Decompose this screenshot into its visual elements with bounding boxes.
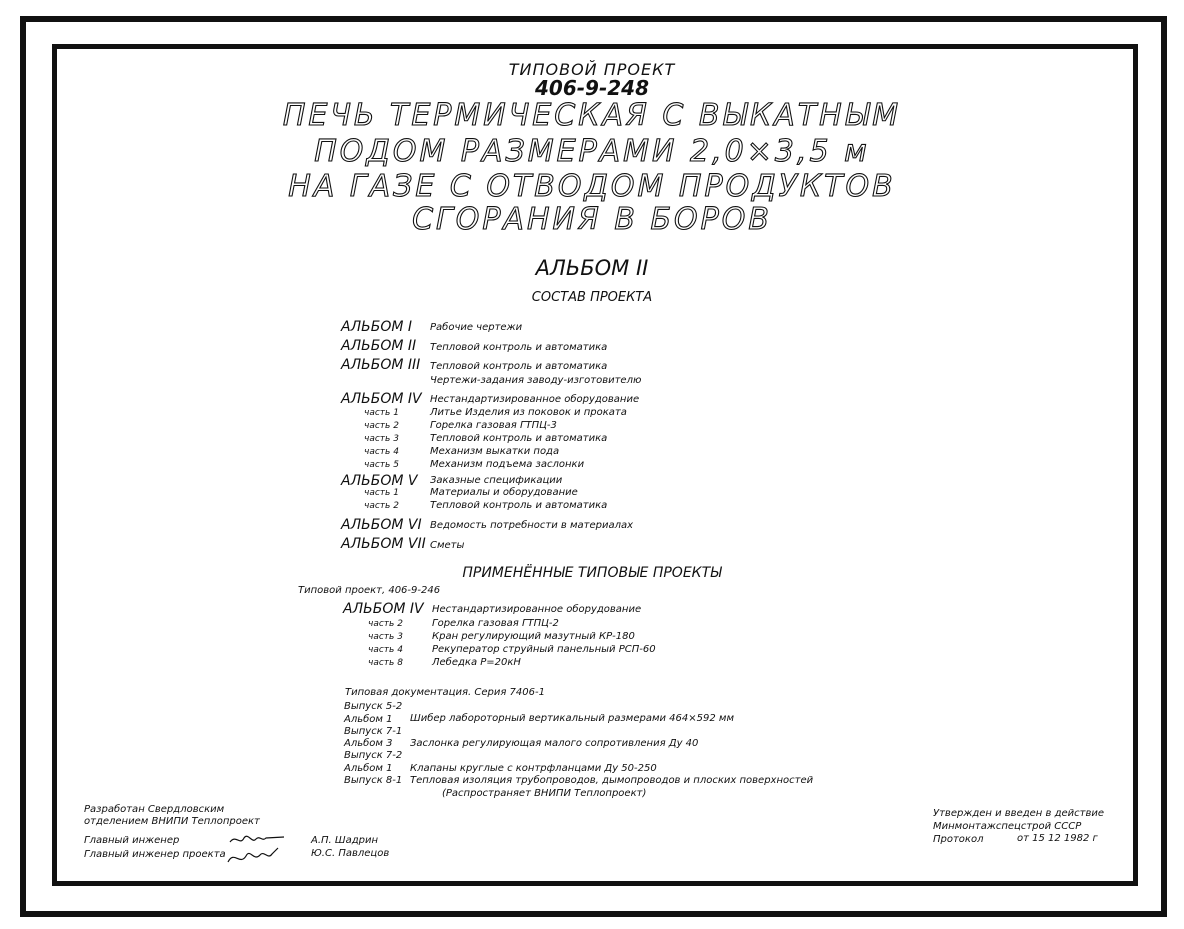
project-ref: Типовой проект, 406-9-246	[298, 585, 441, 596]
applied-title: ПРИМЕНЁННЫЕ ТИПОВЫЕ ПРОЕКТЫ	[462, 565, 722, 581]
chief-engineer-name: А.П. Шадрин	[311, 835, 379, 846]
approval-line-2: Минмонтажспецстрой СССР	[933, 821, 1082, 832]
part-label: часть 2	[368, 619, 403, 629]
title-line-4: СГОРАНИЯ В БОРОВ	[412, 202, 772, 237]
doc-line-a: Альбом 1	[344, 763, 393, 774]
doc-line-a: Выпуск 5-2	[344, 701, 403, 712]
project-chief-name: Ю.С. Павлецов	[311, 848, 390, 859]
album-title-text: Заказные спецификации	[430, 475, 563, 486]
doc-line-a: Выпуск 8-1	[344, 775, 403, 786]
doc-line-b: Заслонка регулирующая малого сопротивления Ду 40	[410, 738, 699, 749]
doc-line-b: Шибер лабороторный вертикальный размерами 464×592 мм	[410, 713, 734, 724]
album-title-text: Сметы	[430, 540, 465, 551]
doc-line-a: Выпуск 7-2	[344, 750, 403, 761]
protocol-date: от 15 12 1982 г	[1017, 833, 1098, 844]
title-line-1: ПЕЧЬ ТЕРМИЧЕСКАЯ С ВЫКАТНЫМ	[282, 98, 902, 133]
project-chief-label: Главный инженер проекта	[84, 849, 226, 860]
album-title-text: Ведомость потребности в материалах	[430, 520, 634, 531]
project-number: 406-9-248	[534, 76, 649, 100]
album-label: АЛЬБОМ VI	[341, 517, 422, 533]
part-label: часть 4	[368, 645, 403, 655]
part-label: часть 5	[364, 460, 399, 470]
developer-line-2: отделением ВНИПИ Теплопроект	[84, 816, 260, 827]
part-title: Тепловой контроль и автоматика	[430, 500, 608, 511]
album-title-text: Чертежи-задания заводу-изготовителю	[430, 375, 642, 386]
album-label: АЛЬБОМ VII	[341, 536, 426, 552]
album-label: АЛЬБОМ IV	[341, 391, 422, 407]
title-line-3: НА ГАЗЕ С ОТВОДОМ ПРОДУКТОВ	[288, 169, 896, 204]
doc-line-a: Выпуск 7-1	[344, 726, 403, 737]
part-title: Литье Изделия из поковок и проката	[430, 407, 627, 418]
part-label: часть 1	[364, 408, 399, 418]
part-title: Материалы и оборудование	[430, 487, 578, 498]
part-label: часть 3	[368, 632, 403, 642]
signature-icon	[226, 828, 292, 868]
doc-line-a: Альбом 3	[344, 738, 393, 749]
album-label: АЛЬБОМ II	[341, 338, 417, 354]
protocol-label: Протокол	[933, 834, 984, 845]
type-label: ТИПОВОЙ ПРОЕКТ	[508, 60, 676, 79]
part-title: Кран регулирующий мазутный КР-180	[432, 631, 635, 642]
part-label: часть 2	[364, 421, 399, 431]
part-label: часть 1	[364, 488, 399, 498]
doc-line-b: Тепловая изоляция трубопроводов, дымопроводов и плоских поверхностей	[410, 775, 814, 786]
album-title-text: Нестандартизированное оборудование	[432, 604, 642, 615]
documentation-series: Типовая документация. Серия 7406-1	[345, 687, 545, 698]
chief-engineer-label: Главный инженер	[84, 835, 180, 846]
doc-line-b: Клапаны круглые с контрфланцами Ду 50-250	[410, 763, 657, 774]
part-title: Тепловой контроль и автоматика	[430, 433, 608, 444]
part-title: Рекуператор струйный панельный РСП-60	[432, 644, 656, 655]
part-title: Горелка газовая ГТПЦ-3	[430, 420, 557, 431]
developer-line-1: Разработан Свердловским	[84, 804, 225, 815]
album-label: АЛЬБОМ III	[341, 357, 421, 373]
distributor: (Распространяет ВНИПИ Теплопроект)	[442, 788, 647, 799]
album-title: АЛЬБОМ II	[535, 256, 649, 280]
composition-title: СОСТАВ ПРОЕКТА	[531, 290, 653, 305]
part-label: часть 8	[368, 658, 403, 668]
part-label: часть 2	[364, 501, 399, 511]
album-title-text: Нестандартизированное оборудование	[430, 394, 640, 405]
album-title-text: Тепловой контроль и автоматика	[430, 342, 608, 353]
approval-line-1: Утвержден и введен в действие	[933, 808, 1105, 819]
part-title: Механизм выкатки пода	[430, 446, 560, 457]
part-label: часть 4	[364, 447, 399, 457]
part-title: Механизм подъема заслонки	[430, 459, 585, 470]
album-label: АЛЬБОМ V	[341, 473, 418, 489]
part-label: часть 3	[364, 434, 399, 444]
title-line-2: ПОДОМ РАЗМЕРАМИ 2,0×3,5 м	[314, 134, 870, 169]
album-label: АЛЬБОМ I	[341, 319, 412, 335]
part-title: Лебедка Р=20кН	[432, 657, 521, 668]
album-title-text: Рабочие чертежи	[430, 322, 523, 333]
doc-line-a: Альбом 1	[344, 714, 393, 725]
album-title-text: Тепловой контроль и автоматика	[430, 361, 608, 372]
album-label: АЛЬБОМ IV	[343, 601, 424, 617]
part-title: Горелка газовая ГТПЦ-2	[432, 618, 559, 629]
